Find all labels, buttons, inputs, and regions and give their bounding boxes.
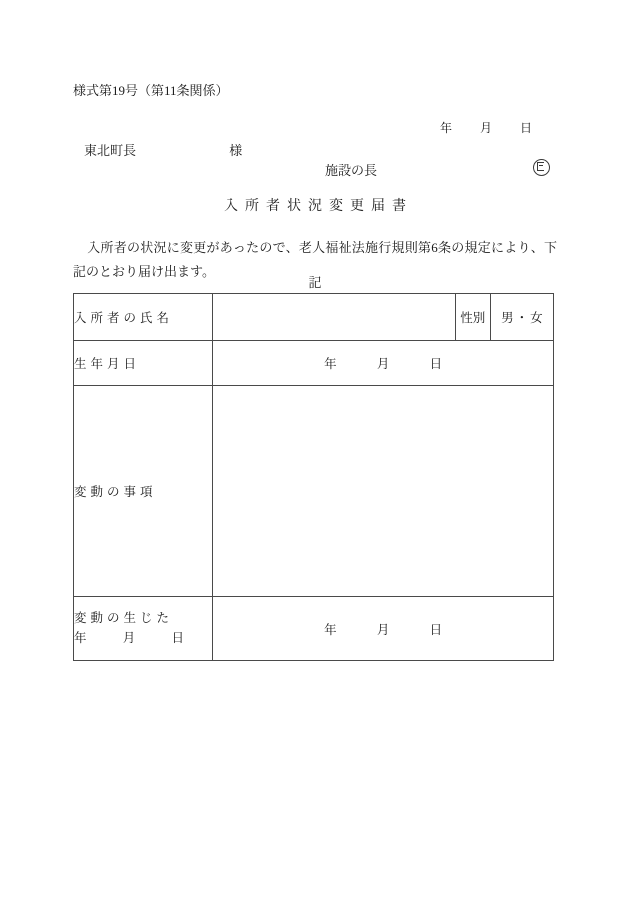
label-change-date-line-1: 変動の生じた — [74, 611, 174, 626]
table-row-birth-date — [74, 341, 554, 386]
change-label-month: 月 — [122, 630, 136, 645]
addressee-name: 東北町長 — [84, 143, 137, 158]
addressee-honorific: 様 — [229, 143, 243, 158]
change-month-label: 月 — [376, 622, 390, 637]
birth-year-label: 年 — [324, 357, 337, 371]
label-change-date — [74, 597, 213, 661]
label-change-details: 変動の事項 — [74, 386, 213, 597]
table-row-change-details — [74, 386, 554, 597]
birth-day-label: 日 — [429, 357, 443, 371]
form-number: 様式第19号（第11条関係） — [73, 83, 229, 98]
change-day-label: 日 — [429, 622, 443, 637]
seal-stamp-icon[interactable] — [533, 159, 550, 176]
field-change-details[interactable] — [213, 386, 554, 597]
field-birth-date[interactable] — [213, 341, 554, 386]
date-day-label: 日 — [520, 121, 533, 135]
addressee-row — [84, 140, 242, 159]
seal-circle-icon — [533, 159, 550, 176]
change-year-label: 年 — [324, 622, 337, 637]
label-sex: 性別 — [455, 294, 490, 341]
label-birth-date: 生年月日 — [74, 341, 213, 386]
body-paragraph: 入所者の状況に変更があったので、老人福祉法施行規則第6条の規定により、下記のとおり届け出ます。 — [73, 240, 557, 280]
label-resident-name: 入所者の氏名 — [74, 294, 213, 341]
submitter-label: 施設の長 — [325, 163, 378, 178]
field-sex-options[interactable]: 男・女 — [490, 294, 553, 341]
submission-date-line — [440, 119, 532, 136]
ki-marker: 記 — [308, 275, 322, 290]
table-row-resident-name — [74, 294, 554, 341]
change-label-day: 日 — [171, 630, 185, 645]
table-row-change-date — [74, 597, 554, 661]
field-change-date[interactable] — [213, 597, 554, 661]
page-title: 入所者状況変更届書 — [224, 199, 413, 214]
date-year-label: 年 — [440, 121, 453, 135]
form-table — [73, 293, 554, 661]
change-label-year: 年 — [74, 630, 87, 645]
date-month-label: 月 — [480, 121, 493, 135]
submitter-row — [325, 160, 550, 179]
label-change-date-line-2 — [74, 629, 212, 648]
field-resident-name[interactable] — [213, 294, 456, 341]
birth-month-label: 月 — [376, 357, 390, 371]
